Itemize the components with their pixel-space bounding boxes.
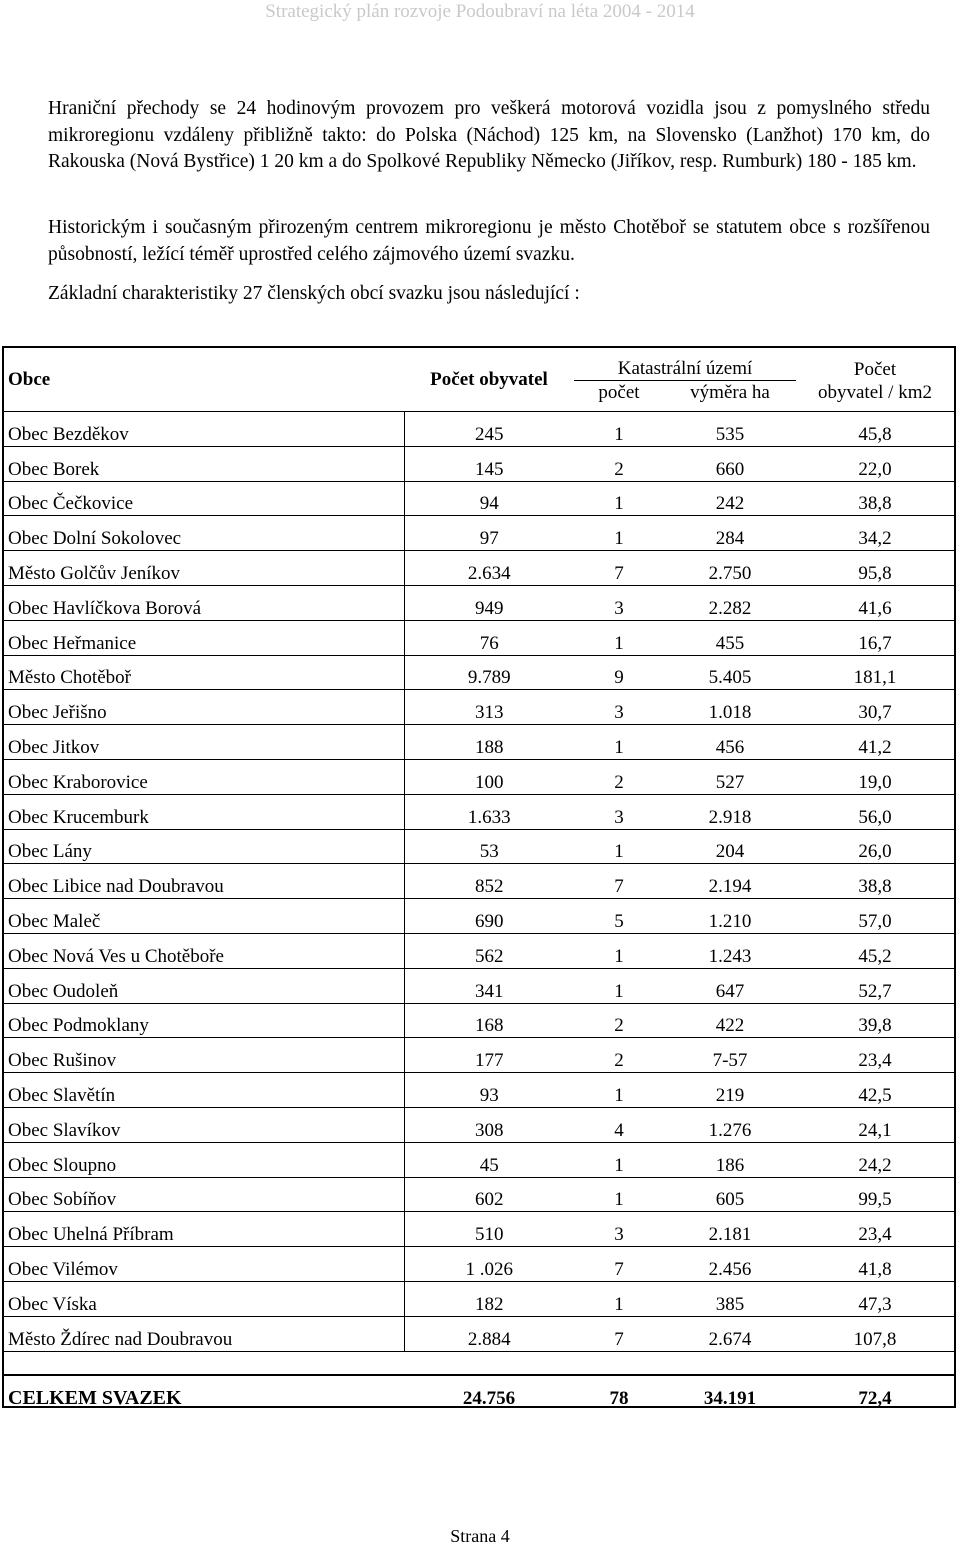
- cell-pocet-obyvatel: 188: [404, 725, 574, 760]
- cell-pocet-katastru: 4: [574, 1107, 664, 1142]
- cell-pocet-obyvatel: 852: [404, 864, 574, 899]
- cell-vymera: 1.276: [664, 1107, 796, 1142]
- cell-pocet-katastru: 3: [574, 794, 664, 829]
- cell-hustota: 45,8: [796, 412, 954, 447]
- cell-obec: Obec Uhelná Příbram: [4, 1212, 404, 1247]
- cell-vymera: 2.750: [664, 551, 796, 586]
- cell-pocet-katastru: 7: [574, 551, 664, 586]
- total-area: 34.191: [664, 1375, 796, 1422]
- cell-pocet-katastru: 7: [574, 1316, 664, 1351]
- table-row: [4, 446, 954, 481]
- table-row: [4, 516, 954, 551]
- cell-pocet-obyvatel: 182: [404, 1281, 574, 1316]
- cell-obec: Obec Podmoklany: [4, 1003, 404, 1038]
- cell-pocet-obyvatel: 93: [404, 1073, 574, 1108]
- table-row: [4, 1316, 954, 1351]
- cell-obec: Obec Nová Ves u Chotěboře: [4, 933, 404, 968]
- cell-hustota: 99,5: [796, 1177, 954, 1212]
- cell-vymera: 1.210: [664, 899, 796, 934]
- cell-vymera: 2.918: [664, 794, 796, 829]
- cell-pocet-katastru: 1: [574, 412, 664, 447]
- cell-pocet-obyvatel: 97: [404, 516, 574, 551]
- cell-pocet-katastru: 1: [574, 516, 664, 551]
- table-row: [4, 1142, 954, 1177]
- cell-vymera: 2.181: [664, 1212, 796, 1247]
- cell-vymera: 385: [664, 1281, 796, 1316]
- cell-pocet-katastru: 1: [574, 1073, 664, 1108]
- cell-pocet-katastru: 1: [574, 481, 664, 516]
- cell-hustota: 41,6: [796, 585, 954, 620]
- running-header: Strategický plán rozvoje Podoubraví na léta 2004 - 2014: [265, 1, 695, 22]
- cell-obec: Obec Lány: [4, 829, 404, 864]
- cell-obec: Obec Čečkovice: [4, 481, 404, 516]
- cell-hustota: 52,7: [796, 968, 954, 1003]
- cell-obec: Město Chotěboř: [4, 655, 404, 690]
- table-row: [4, 412, 954, 447]
- paragraph-border-crossings: Hraniční přechody se 24 hodinovým provozem pro veškerá motorová vozidla jsou z pomyslného středu mikroregionu vzdáleny přibližně takto: do Polska (Náchod) 125 km, na Slovensko (Lanžhot) 170 km, do Rakouska (Nová Bystřice) 1 20 km a do Spolkové Republiky Německo (Jiříkov, resp. Rumburk) 180 - 185 km.: [48, 98, 930, 172]
- table-row: [4, 829, 954, 864]
- cell-vymera: 7-57: [664, 1038, 796, 1073]
- cell-pocet-obyvatel: 1.633: [404, 794, 574, 829]
- cell-hustota: 16,7: [796, 620, 954, 655]
- cell-pocet-katastru: 1: [574, 1281, 664, 1316]
- cell-hustota: 26,0: [796, 829, 954, 864]
- cell-obec: Obec Libice nad Doubravou: [4, 864, 404, 899]
- cell-hustota: 38,8: [796, 864, 954, 899]
- table-row: [4, 690, 954, 725]
- cell-obec: Obec Slavíkov: [4, 1107, 404, 1142]
- cell-hustota: 47,3: [796, 1281, 954, 1316]
- table-row: [4, 655, 954, 690]
- cell-pocet-katastru: 1: [574, 1177, 664, 1212]
- table-row: [4, 1003, 954, 1038]
- paragraph-intro: Základní charakteristiky 27 členských obcí svazku jsou následující :: [48, 283, 580, 304]
- total-cadastral-count: 78: [574, 1375, 664, 1422]
- cell-hustota: 24,2: [796, 1142, 954, 1177]
- header-hustota-line1: Počet: [853, 358, 897, 380]
- cell-pocet-obyvatel: 145: [404, 446, 574, 481]
- cell-pocet-obyvatel: 2.634: [404, 551, 574, 586]
- cell-obec: Obec Dolní Sokolovec: [4, 516, 404, 551]
- table-row: [4, 899, 954, 934]
- cell-obec: Město Golčův Jeníkov: [4, 551, 404, 586]
- table-row: [4, 1281, 954, 1316]
- cell-vymera: 186: [664, 1142, 796, 1177]
- table-body: [4, 412, 954, 1352]
- page-number: Strana 4: [450, 1526, 510, 1546]
- cell-vymera: 1.018: [664, 690, 796, 725]
- cell-pocet-obyvatel: 690: [404, 899, 574, 934]
- cell-pocet-katastru: 1: [574, 968, 664, 1003]
- cell-obec: Obec Víska: [4, 1281, 404, 1316]
- cell-pocet-katastru: 3: [574, 585, 664, 620]
- cell-vymera: 2.194: [664, 864, 796, 899]
- table-row: [4, 933, 954, 968]
- cell-vymera: 660: [664, 446, 796, 481]
- cell-obec: Obec Sloupno: [4, 1142, 404, 1177]
- cell-pocet-obyvatel: 949: [404, 585, 574, 620]
- cell-vymera: 605: [664, 1177, 796, 1212]
- cell-hustota: 23,4: [796, 1212, 954, 1247]
- table-row: [4, 620, 954, 655]
- cell-pocet-katastru: 7: [574, 1247, 664, 1282]
- cell-pocet-obyvatel: 313: [404, 690, 574, 725]
- cell-pocet-katastru: 1: [574, 620, 664, 655]
- cell-pocet-katastru: 2: [574, 759, 664, 794]
- cell-vymera: 535: [664, 412, 796, 447]
- cell-pocet-obyvatel: 245: [404, 412, 574, 447]
- cell-hustota: 107,8: [796, 1316, 954, 1351]
- table-row: [4, 1247, 954, 1282]
- cell-pocet-katastru: 5: [574, 899, 664, 934]
- table-row: [4, 1212, 954, 1247]
- cell-hustota: 30,7: [796, 690, 954, 725]
- municipalities-table: [4, 348, 954, 1422]
- cell-hustota: 45,2: [796, 933, 954, 968]
- cell-pocet-obyvatel: 94: [404, 481, 574, 516]
- cell-vymera: 422: [664, 1003, 796, 1038]
- cell-pocet-obyvatel: 100: [404, 759, 574, 794]
- cell-hustota: 24,1: [796, 1107, 954, 1142]
- cell-pocet-obyvatel: 9.789: [404, 655, 574, 690]
- cell-pocet-katastru: 3: [574, 1212, 664, 1247]
- cell-vymera: 527: [664, 759, 796, 794]
- cell-pocet-obyvatel: 53: [404, 829, 574, 864]
- table-row: [4, 481, 954, 516]
- cell-hustota: 181,1: [796, 655, 954, 690]
- cell-obec: Město Ždírec nad Doubravou: [4, 1316, 404, 1351]
- table-row: [4, 725, 954, 760]
- cell-obec: Obec Oudoleň: [4, 968, 404, 1003]
- cell-vymera: 284: [664, 516, 796, 551]
- header-pocet: počet: [574, 381, 664, 412]
- cell-obec: Obec Maleč: [4, 899, 404, 934]
- table-row: [4, 759, 954, 794]
- cell-pocet-katastru: 2: [574, 446, 664, 481]
- header-pocet-obyvatel: Počet obyvatel: [430, 368, 548, 390]
- cell-obec: Obec Krucemburk: [4, 794, 404, 829]
- total-density: 72,4: [796, 1375, 954, 1422]
- cell-pocet-katastru: 1: [574, 829, 664, 864]
- cell-pocet-katastru: 2: [574, 1038, 664, 1073]
- cell-pocet-obyvatel: 45: [404, 1142, 574, 1177]
- cell-vymera: 204: [664, 829, 796, 864]
- cell-vymera: 1.243: [664, 933, 796, 968]
- cell-pocet-obyvatel: 602: [404, 1177, 574, 1212]
- cell-obec: Obec Heřmanice: [4, 620, 404, 655]
- cell-obec: Obec Sobíňov: [4, 1177, 404, 1212]
- cell-hustota: 23,4: [796, 1038, 954, 1073]
- cell-pocet-obyvatel: 2.884: [404, 1316, 574, 1351]
- cell-vymera: 242: [664, 481, 796, 516]
- cell-vymera: 2.282: [664, 585, 796, 620]
- cell-hustota: 57,0: [796, 899, 954, 934]
- cell-hustota: 39,8: [796, 1003, 954, 1038]
- table-row: [4, 864, 954, 899]
- paragraph-center: Historickým i současným přirozeným centrem mikroregionu je město Chotěboř se statutem obce s rozšířenou působností, ležící téměř uprostřed celého zájmového území svazku.: [48, 217, 930, 265]
- header-hustota-line2: obyvatel / km2: [818, 381, 932, 403]
- cell-pocet-katastru: 3: [574, 690, 664, 725]
- cell-hustota: 22,0: [796, 446, 954, 481]
- cell-pocet-katastru: 1: [574, 725, 664, 760]
- cell-pocet-obyvatel: 562: [404, 933, 574, 968]
- total-population: 24.756: [404, 1375, 574, 1422]
- cell-vymera: 455: [664, 620, 796, 655]
- cell-pocet-katastru: 7: [574, 864, 664, 899]
- cell-pocet-obyvatel: 510: [404, 1212, 574, 1247]
- total-row: [4, 1375, 954, 1422]
- cell-vymera: 219: [664, 1073, 796, 1108]
- cell-obec: Obec Vilémov: [4, 1247, 404, 1282]
- cell-obec: Obec Kraborovice: [4, 759, 404, 794]
- table-header-row: [4, 348, 954, 381]
- cell-hustota: 34,2: [796, 516, 954, 551]
- cell-pocet-obyvatel: 341: [404, 968, 574, 1003]
- cell-obec: Obec Havlíčkova Borová: [4, 585, 404, 620]
- table-row: [4, 1177, 954, 1212]
- table-row: [4, 1073, 954, 1108]
- table-row: [4, 794, 954, 829]
- cell-hustota: 42,5: [796, 1073, 954, 1108]
- header-katastralni-uzemi: Katastrální území: [574, 348, 796, 381]
- cell-pocet-obyvatel: 1 .026: [404, 1247, 574, 1282]
- cell-pocet-katastru: 2: [574, 1003, 664, 1038]
- cell-obec: Obec Jeřišno: [4, 690, 404, 725]
- cell-hustota: 56,0: [796, 794, 954, 829]
- header-obce: Obce: [8, 368, 51, 390]
- cell-pocet-katastru: 9: [574, 655, 664, 690]
- table-row: [4, 1038, 954, 1073]
- cell-vymera: 5.405: [664, 655, 796, 690]
- cell-pocet-obyvatel: 308: [404, 1107, 574, 1142]
- header-vymera: výměra ha: [664, 381, 796, 412]
- table-row: [4, 1107, 954, 1142]
- cell-obec: Obec Borek: [4, 446, 404, 481]
- cell-obec: Obec Rušinov: [4, 1038, 404, 1073]
- cell-pocet-obyvatel: 76: [404, 620, 574, 655]
- cell-hustota: 95,8: [796, 551, 954, 586]
- table-row: [4, 585, 954, 620]
- cell-obec: Obec Bezděkov: [4, 412, 404, 447]
- cell-vymera: 2.674: [664, 1316, 796, 1351]
- table-row: [4, 968, 954, 1003]
- cell-pocet-katastru: 1: [574, 1142, 664, 1177]
- cell-obec: Obec Jitkov: [4, 725, 404, 760]
- cell-hustota: 38,8: [796, 481, 954, 516]
- cell-obec: Obec Slavětín: [4, 1073, 404, 1108]
- total-label: CELKEM SVAZEK: [4, 1375, 404, 1422]
- cell-pocet-obyvatel: 168: [404, 1003, 574, 1038]
- cell-vymera: 456: [664, 725, 796, 760]
- cell-vymera: 2.456: [664, 1247, 796, 1282]
- table-row: [4, 551, 954, 586]
- cell-hustota: 19,0: [796, 759, 954, 794]
- cell-pocet-obyvatel: 177: [404, 1038, 574, 1073]
- cell-hustota: 41,2: [796, 725, 954, 760]
- cell-hustota: 41,8: [796, 1247, 954, 1282]
- cell-vymera: 647: [664, 968, 796, 1003]
- cell-pocet-katastru: 1: [574, 933, 664, 968]
